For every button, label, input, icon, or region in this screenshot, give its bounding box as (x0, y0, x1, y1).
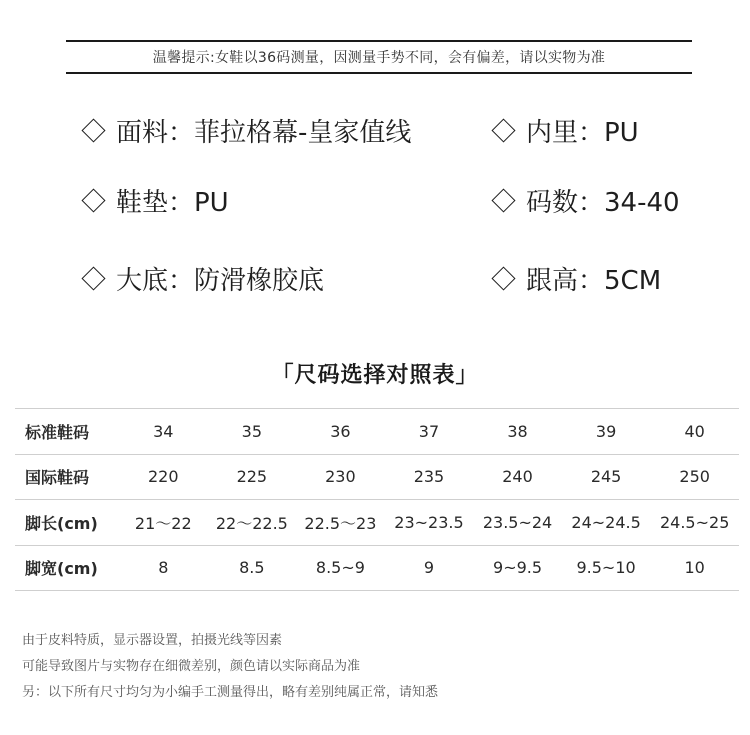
table-cell: 37 (385, 409, 474, 455)
table-cell: 38 (473, 409, 562, 455)
row-label: 脚长(cm) (15, 500, 119, 546)
spec-heel-text: 跟高：5CM (526, 266, 662, 296)
notice-text: 温馨提示:女鞋以36码测量，因测量手势不同，会有偏差，请以实物为准 (152, 50, 606, 66)
table-cell: 9.5~10 (562, 545, 651, 591)
diamond-icon (81, 118, 105, 142)
table-cell: 9~9.5 (473, 545, 562, 591)
spec-material-text: 面料：菲拉格幕-皇家值线 (116, 118, 412, 148)
table-cell: 22.5～23 (296, 500, 385, 546)
diamond-icon (81, 188, 105, 212)
table-cell: 22～22.5 (208, 500, 297, 546)
table-cell: 225 (208, 454, 297, 500)
spec-sizes (490, 182, 680, 219)
row-label: 国际鞋码 (15, 454, 119, 500)
spec-material (80, 112, 411, 149)
table-cell: 24~24.5 (562, 500, 651, 546)
spec-heel (490, 260, 661, 297)
spec-insole (80, 182, 229, 219)
table-cell: 8.5~9 (296, 545, 385, 591)
table-cell: 9 (385, 545, 474, 591)
table-cell: 10 (650, 545, 739, 591)
spec-lining-text: 内里：PU (526, 118, 639, 148)
footnote-line: 可能导致图片与实物存在细微差别，颜色请以实际商品为准 (22, 659, 361, 674)
table-row (15, 454, 739, 500)
size-table (15, 408, 739, 591)
footnote-line: 由于皮料特质，显示器设置，拍摄光线等因素 (22, 633, 283, 648)
diamond-icon (491, 188, 515, 212)
diamond-icon (491, 266, 515, 290)
diamond-icon (491, 118, 515, 142)
footnotes (22, 628, 438, 706)
table-cell: 23~23.5 (385, 500, 474, 546)
table-row (15, 500, 739, 546)
notice-bar (66, 40, 692, 74)
spec-outsole (80, 260, 324, 297)
spec-insole-text: 鞋垫：PU (116, 188, 229, 218)
table-row (15, 545, 739, 591)
table-cell: 245 (562, 454, 651, 500)
table-cell: 8.5 (208, 545, 297, 591)
table-cell: 240 (473, 454, 562, 500)
table-cell: 230 (296, 454, 385, 500)
spec-lining (490, 112, 639, 149)
table-cell: 235 (385, 454, 474, 500)
table-cell: 35 (208, 409, 297, 455)
size-chart-title: 「尺码选择对照表」 (271, 363, 479, 388)
row-label: 标准鞋码 (15, 409, 119, 455)
table-cell: 250 (650, 454, 739, 500)
table-cell: 21～22 (119, 500, 208, 546)
table-cell: 34 (119, 409, 208, 455)
spec-outsole-text: 大底：防滑橡胶底 (116, 266, 325, 296)
table-row (15, 409, 739, 455)
diamond-icon (81, 266, 105, 290)
table-cell: 220 (119, 454, 208, 500)
table-cell: 36 (296, 409, 385, 455)
table-cell: 23.5~24 (473, 500, 562, 546)
footnote-line: 另：以下所有尺寸均匀为小编手工测量得出，略有差别纯属正常，请知悉 (22, 685, 439, 700)
row-label: 脚宽(cm) (15, 545, 119, 591)
spec-sizes-text: 码数：34-40 (526, 188, 680, 218)
table-cell: 39 (562, 409, 651, 455)
table-cell: 40 (650, 409, 739, 455)
table-cell: 8 (119, 545, 208, 591)
table-cell: 24.5~25 (650, 500, 739, 546)
